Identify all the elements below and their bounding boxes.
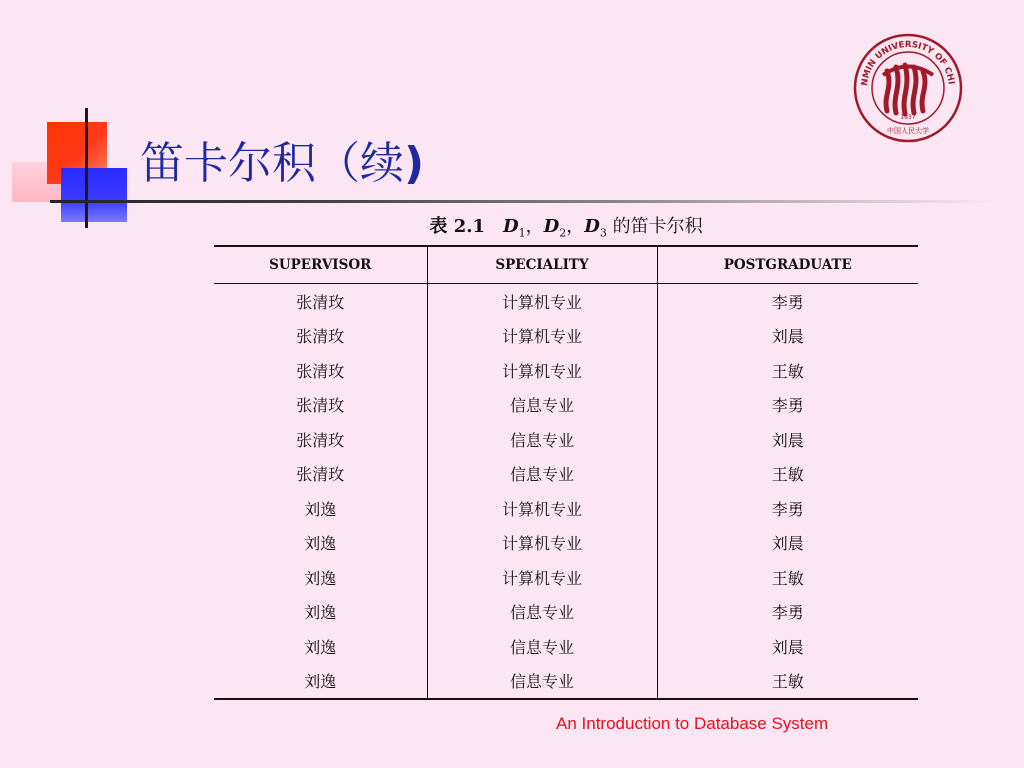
header-supervisor: SUPERVISOR xyxy=(214,246,427,284)
cell-postgraduate: 王敏 xyxy=(771,465,804,485)
cell-supervisor: 刘逸 xyxy=(214,526,427,561)
slide-title: 笛卡尔积（续) xyxy=(140,138,425,189)
university-seal-icon xyxy=(853,33,963,143)
cell-supervisor: 张清玫 xyxy=(214,457,427,492)
cell-supervisor: 刘逸 xyxy=(214,629,427,664)
table-row xyxy=(214,560,918,595)
cell-speciality: 计算机专业 xyxy=(427,560,657,595)
cell-speciality: 计算机专业 xyxy=(427,319,657,354)
svg-text:中国人民大学: 中国人民大学 xyxy=(887,127,929,135)
cell-postgraduate: 李勇 xyxy=(771,292,804,312)
cell-speciality: 计算机专业 xyxy=(427,353,657,388)
cell-speciality: 计算机专业 xyxy=(427,284,657,319)
cell-postgraduate: 王敏 xyxy=(771,361,804,381)
cell-supervisor: 刘逸 xyxy=(214,560,427,595)
table-row xyxy=(214,284,918,319)
title-underline xyxy=(50,200,1000,203)
table-row xyxy=(214,629,918,664)
cell-postgraduate: 刘晨 xyxy=(771,534,804,554)
footer-course-title: An Introduction to Database System xyxy=(556,714,829,733)
cell-speciality: 信息专业 xyxy=(427,457,657,492)
table-row xyxy=(214,319,918,354)
table-header-row xyxy=(214,246,918,284)
header-postgraduate: POSTGRADUATE xyxy=(657,246,918,284)
cell-supervisor: 刘逸 xyxy=(214,491,427,526)
cell-postgraduate: 刘晨 xyxy=(771,637,804,657)
cell-supervisor: 张清玫 xyxy=(214,422,427,457)
svg-text:1937: 1937 xyxy=(900,114,916,121)
cell-postgraduate: 李勇 xyxy=(771,396,804,416)
cell-supervisor: 刘逸 xyxy=(214,595,427,630)
decor-blue-block xyxy=(61,168,127,222)
svg-text:RENMIN UNIVERSITY OF CHINA: NMIN UNIVERSITY OF CHI xyxy=(859,39,956,87)
cell-postgraduate: 王敏 xyxy=(771,568,804,588)
cell-speciality: 信息专业 xyxy=(427,664,657,700)
table-row xyxy=(214,388,918,423)
cell-speciality: 信息专业 xyxy=(427,595,657,630)
university-logo xyxy=(853,33,963,143)
cell-speciality: 信息专业 xyxy=(427,422,657,457)
cell-speciality: 计算机专业 xyxy=(427,526,657,561)
cell-supervisor: 张清玫 xyxy=(214,284,427,319)
cell-supervisor: 张清玫 xyxy=(214,388,427,423)
table-row xyxy=(214,422,918,457)
cartesian-product-table xyxy=(214,245,918,700)
table-caption: 表 2.1 $D_1$，$D_2$，$D_3$ 的笛卡尔积 xyxy=(429,216,703,240)
cell-postgraduate: 李勇 xyxy=(771,499,804,519)
cell-postgraduate: 李勇 xyxy=(771,603,804,623)
cell-supervisor: 张清玫 xyxy=(214,353,427,388)
cell-postgraduate: 王敏 xyxy=(657,664,918,700)
cell-postgraduate: 刘晨 xyxy=(771,430,804,450)
cell-postgraduate: 刘晨 xyxy=(771,327,804,347)
table-row xyxy=(214,595,918,630)
table-row xyxy=(214,457,918,492)
table-row xyxy=(214,353,918,388)
table-row xyxy=(214,491,918,526)
cell-supervisor: 刘逸 xyxy=(214,664,427,700)
header-speciality: SPECIALITY xyxy=(427,246,657,284)
cell-speciality: 信息专业 xyxy=(427,388,657,423)
table-row xyxy=(214,664,918,700)
cell-speciality: 信息专业 xyxy=(427,629,657,664)
decor-vertical-line xyxy=(85,108,88,228)
cell-speciality: 计算机专业 xyxy=(427,491,657,526)
cell-supervisor: 张清玫 xyxy=(214,319,427,354)
table-row xyxy=(214,526,918,561)
